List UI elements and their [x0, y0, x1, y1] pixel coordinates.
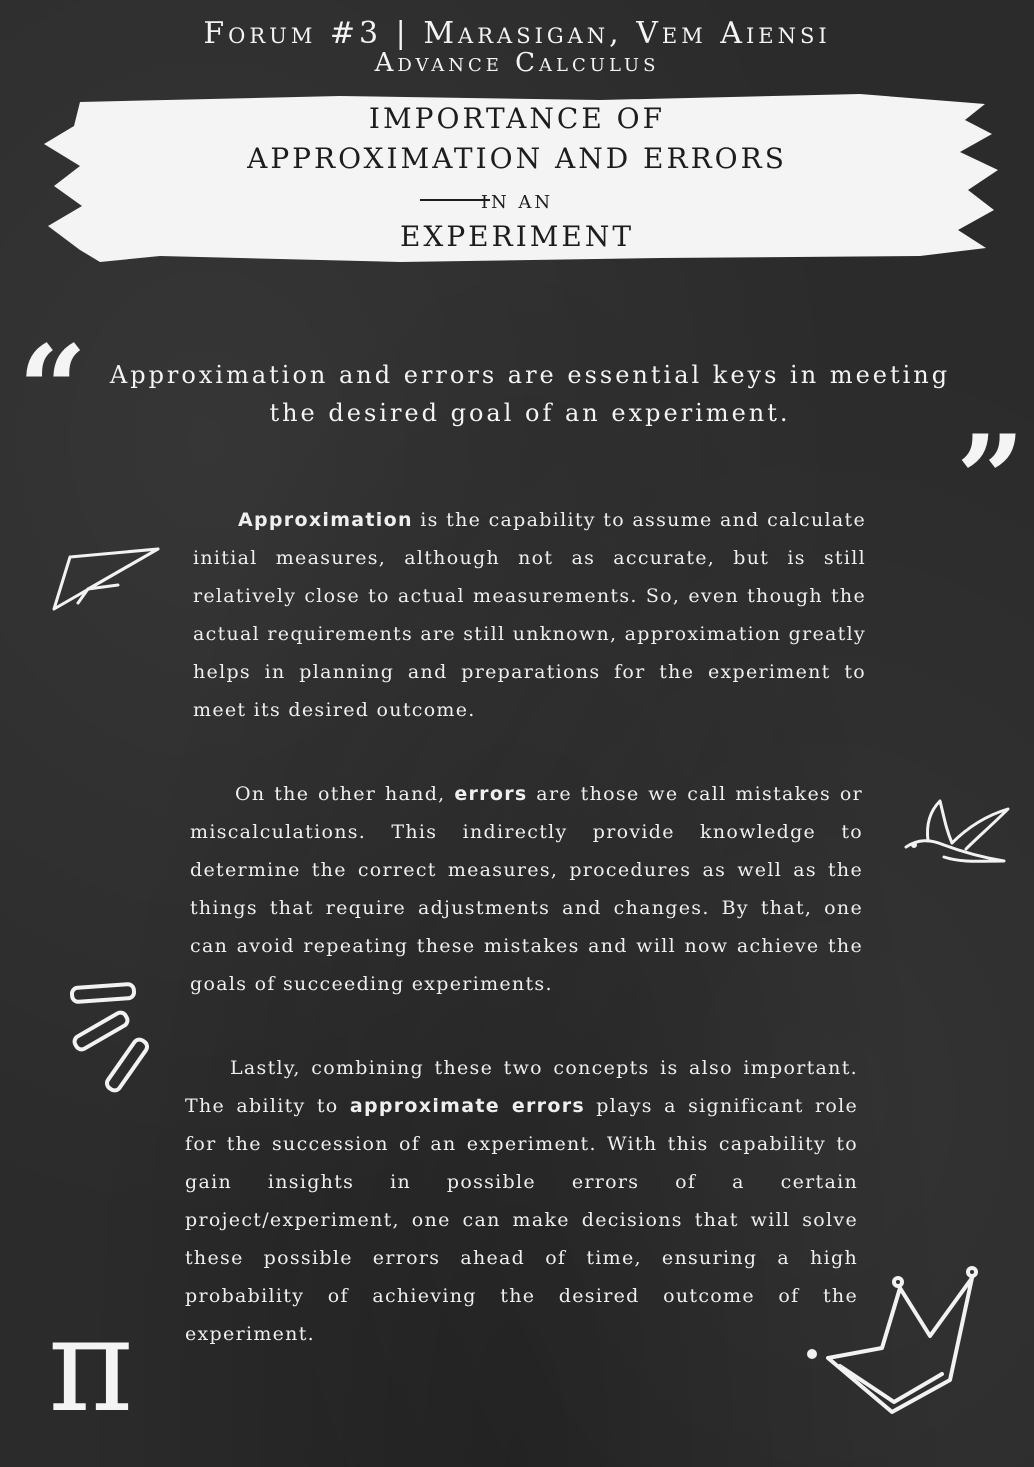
title-line-1: IMPORTANCE OF	[368, 102, 666, 135]
term-approximation: Approximation	[238, 509, 413, 531]
close-quote-icon: ”	[956, 409, 1026, 550]
paragraph-combining	[185, 1049, 858, 1353]
title-line-4: EXPERIMENT	[399, 220, 635, 253]
paragraph-approximation-text: is the capability to assume and calculate initial measures, although not as accurate, but is still relatively close to actual measurements. So, even though the actual requirements are still unknown, approximation greatly helps in planning and preparations for the experiment to meet its desired outcome.	[193, 509, 866, 721]
crown-icon	[800, 1262, 985, 1422]
title-line-3: IN AN	[480, 192, 554, 213]
paragraph-approximation	[193, 501, 866, 729]
pull-quote: Approximation and errors are essential keys in meeting the desired goal of an experiment.	[109, 361, 951, 427]
pi-icon: π	[48, 1289, 134, 1441]
open-quote-icon: “	[18, 319, 88, 460]
forum-author-line: Forum #3 | Marasigan, Vem Aiensi	[203, 16, 831, 51]
paper-plane-icon	[48, 545, 163, 615]
paragraph-combining-text: plays a significant role for the succession of an experiment. With this capability to gain insights in possible errors of a certain project/experiment, one can make decisions that will solve these possible errors ahead of time, ensuring a high probability of achieving the desired outcome of the experiment.	[185, 1095, 858, 1345]
title-line-2: APPROXIMATION AND ERRORS	[247, 142, 787, 175]
paragraph-errors-lead: On the other hand,	[235, 783, 455, 805]
bird-icon	[900, 795, 1015, 870]
course-name: Advance Calculus	[374, 48, 660, 78]
term-errors: errors	[454, 783, 528, 805]
paragraph-errors	[190, 775, 863, 1003]
paragraph-combining-lead: Lastly, combining these two concepts is also important. The ability to	[185, 1057, 858, 1117]
paragraph-errors-text: are those we call mistakes or miscalculations. This indirectly provide knowledge to determine the correct measures, procedures as well as the things that require adjustments and changes. By that, one can avoid repeating these mistakes and will now achieve the goals of succeeding experiments.	[190, 783, 863, 995]
term-approximate-errors: approximate errors	[349, 1095, 585, 1117]
dashes-icon	[64, 978, 164, 1098]
